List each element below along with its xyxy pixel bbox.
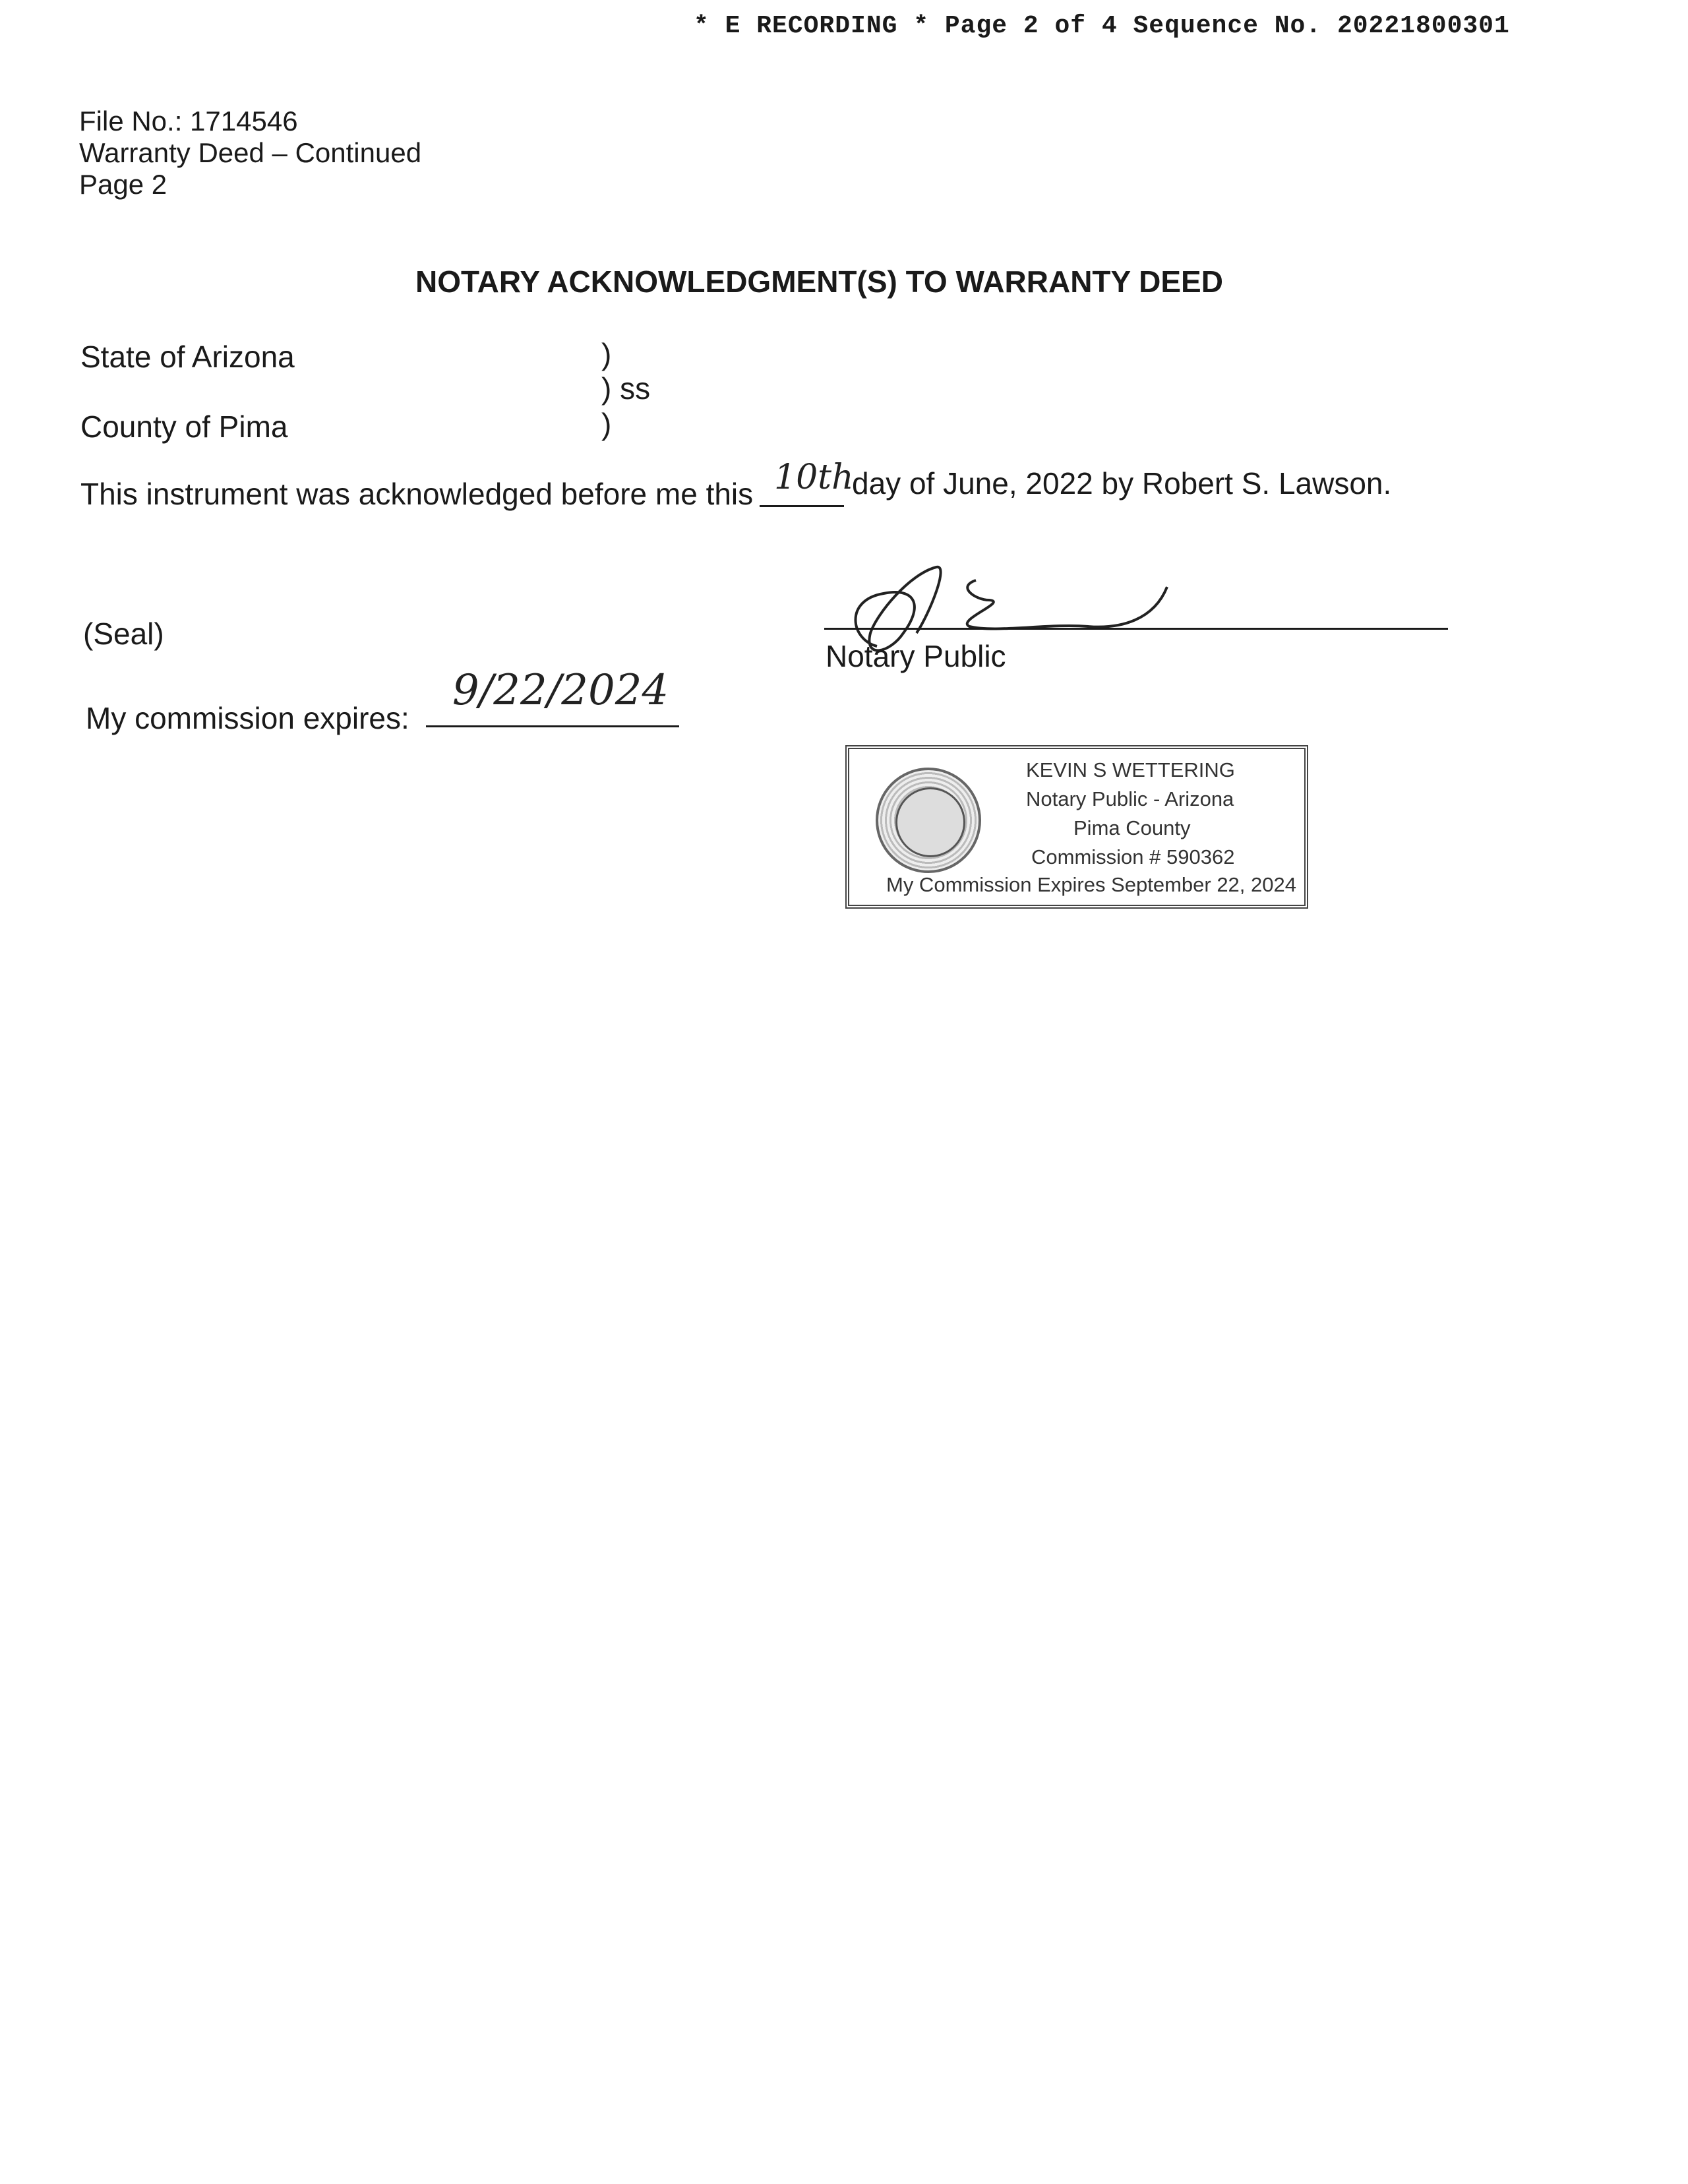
commission-date-handwritten: 9/22/2024 bbox=[452, 666, 669, 715]
commission-expires-label: My commission expires: bbox=[86, 701, 409, 735]
stamp-expiration: My Commission Expires September 22, 2024 bbox=[886, 873, 1296, 896]
stamp-commission-number: Commission # 590362 bbox=[1031, 845, 1235, 868]
recording-header: * E RECORDING * Page 2 of 4 Sequence No. 20221800301 bbox=[694, 12, 1510, 40]
acknowledgment-prefix: This instrument was acknowledged before me this bbox=[80, 477, 754, 511]
venue-paren-bottom: ) bbox=[601, 407, 612, 441]
day-blank bbox=[760, 458, 854, 507]
day-handwritten: 10th bbox=[774, 458, 854, 497]
venue-county: County of Pima bbox=[80, 410, 288, 444]
signature-line bbox=[824, 628, 1448, 630]
venue-paren-ss: ) ss bbox=[601, 371, 651, 406]
venue-paren-top: ) bbox=[601, 337, 612, 371]
stamp-notary-name: KEVIN S WETTERING bbox=[1026, 758, 1235, 781]
arizona-seal-icon bbox=[876, 768, 981, 873]
stamp-notary-title: Notary Public - Arizona bbox=[1026, 787, 1234, 810]
file-number: File No.: 1714546 bbox=[79, 106, 298, 136]
notary-public-label: Notary Public bbox=[826, 639, 1006, 673]
page-number: Page 2 bbox=[79, 169, 167, 200]
acknowledgment-suffix: day of June, 2022 by Robert S. Lawson. bbox=[852, 466, 1392, 501]
stamp-county: Pima County bbox=[1073, 816, 1191, 839]
document-title: NOTARY ACKNOWLEDGMENT(S) TO WARRANTY DEED bbox=[415, 264, 1223, 299]
venue-state: State of Arizona bbox=[80, 340, 295, 374]
commission-date-blank bbox=[426, 666, 679, 727]
notary-stamp bbox=[845, 745, 1308, 909]
document-type: Warranty Deed – Continued bbox=[79, 137, 422, 168]
seal-label: (Seal) bbox=[83, 617, 164, 651]
